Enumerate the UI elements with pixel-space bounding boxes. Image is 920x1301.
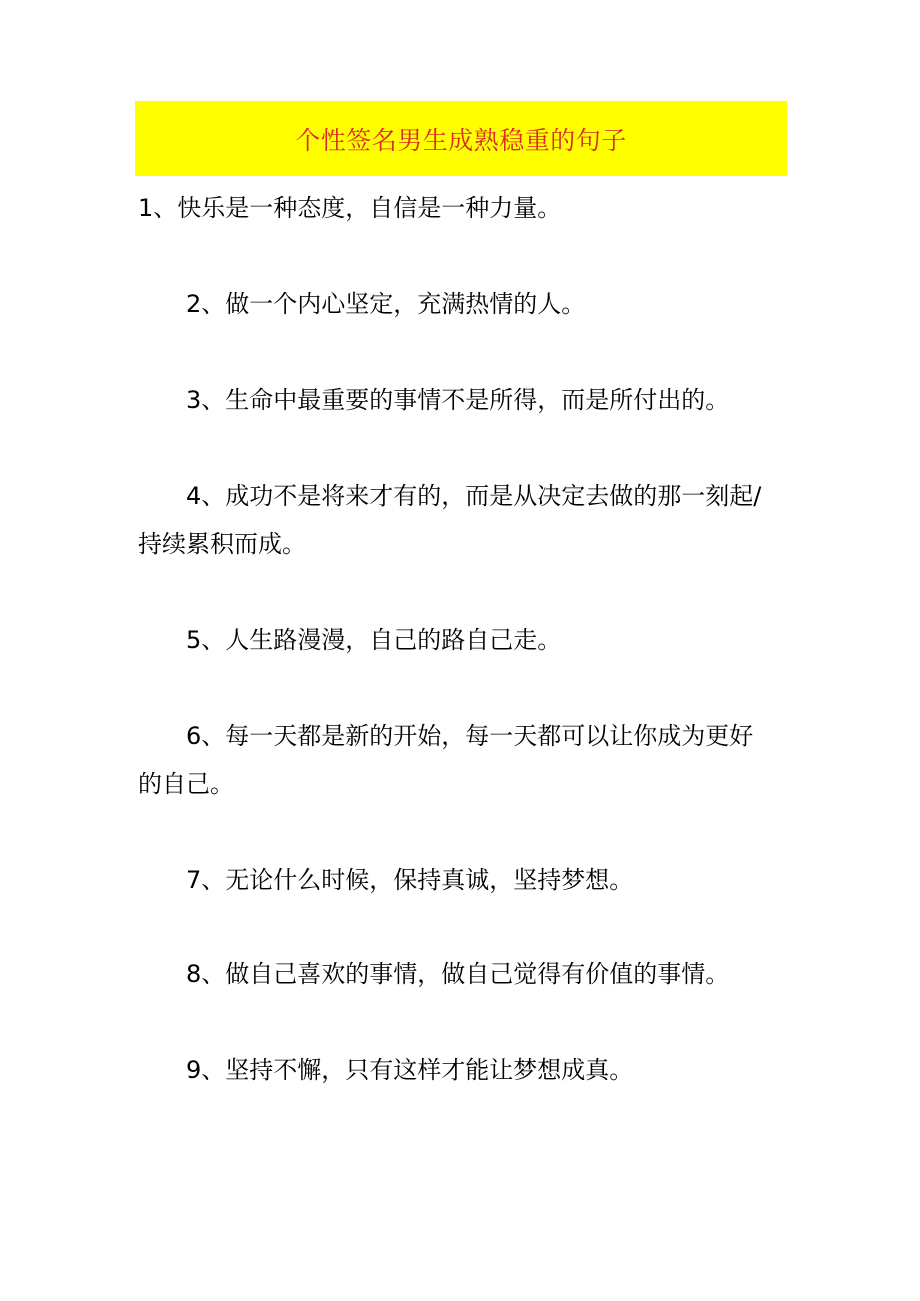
list-item-5: 5、人生路漫漫，自己的路自己走。 bbox=[186, 626, 562, 654]
list-item-4: 4、成功不是将来才有的，而是从决定去做的那一刻起/ bbox=[186, 482, 762, 510]
list-item-3: 3、生命中最重要的事情不是所得，而是所付出的。 bbox=[186, 386, 730, 414]
list-item-7: 7、无论什么时候，保持真诚，坚持梦想。 bbox=[186, 866, 634, 894]
title-banner bbox=[135, 101, 787, 176]
list-item-9: 9、坚持不懈，只有这样才能让梦想成真。 bbox=[186, 1056, 634, 1084]
list-item-6-continuation: 的自己。 bbox=[138, 770, 234, 798]
list-item-6: 6、每一天都是新的开始，每一天都可以让你成为更好 bbox=[186, 722, 754, 750]
list-item-8: 8、做自己喜欢的事情，做自己觉得有价值的事情。 bbox=[186, 960, 730, 988]
list-item-4-continuation: 持续累积而成。 bbox=[138, 530, 306, 558]
document-title: 个性签名男生成熟稳重的句子 bbox=[295, 125, 627, 155]
list-item-2: 2、做一个内心坚定，充满热情的人。 bbox=[186, 290, 586, 318]
list-item-1: 1、快乐是一种态度，自信是一种力量。 bbox=[138, 194, 562, 222]
